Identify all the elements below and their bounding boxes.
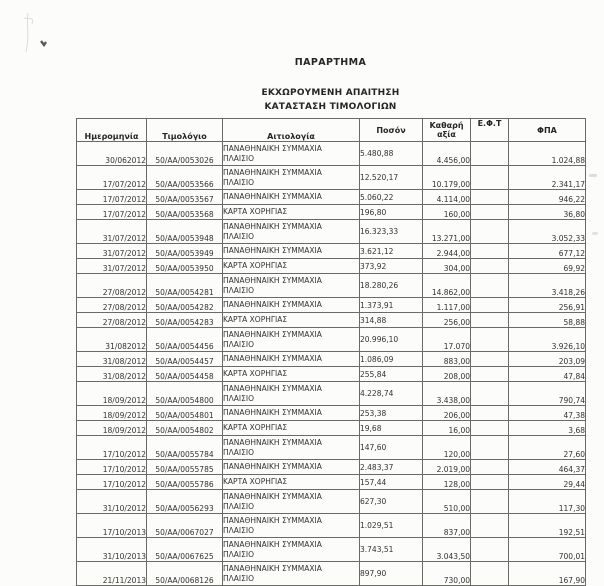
cell-net-value: 1.117,00 xyxy=(423,298,471,313)
cell-eft xyxy=(471,220,509,244)
cell-eft xyxy=(471,421,509,436)
table-row xyxy=(77,352,586,367)
cell-vat: 3.926,10 xyxy=(509,328,586,352)
table-row xyxy=(77,220,586,244)
cell-vat: 47,38 xyxy=(509,406,586,421)
cell-net-value: 120,00 xyxy=(423,436,471,460)
cell-vat: 36,80 xyxy=(509,205,586,220)
cell-date: 30/062012 xyxy=(77,142,147,166)
cell-vat: 27,60 xyxy=(509,436,586,460)
cell-net-value: 256,00 xyxy=(423,313,471,328)
cell-amount: 373,92 xyxy=(360,259,423,274)
cell-amount: 255,84 xyxy=(360,367,423,382)
cell-date: 17/10/2012 xyxy=(77,460,147,475)
cell-date: 27/08/2012 xyxy=(77,313,147,328)
table-row xyxy=(77,460,586,475)
cell-invoice: 50/ΑΑ/0053950 xyxy=(147,259,223,274)
cell-date: 21/11/2013 xyxy=(77,562,147,586)
cell-amount: 627,30 xyxy=(360,490,423,514)
cell-amount: 314,88 xyxy=(360,313,423,328)
cell-eft xyxy=(471,244,509,259)
cell-net-value: 208,00 xyxy=(423,367,471,382)
cell-net-value: 17.070 xyxy=(423,328,471,352)
cell-date: 17/10/2012 xyxy=(77,436,147,460)
cell-vat: 3,68 xyxy=(509,421,586,436)
cell-reason: ΚΑΡΤΑ ΧΟΡΗΓΙΑΣ xyxy=(223,313,360,328)
cell-date: 18/09/2012 xyxy=(77,406,147,421)
column-header-amount: Ποσόν xyxy=(360,119,423,142)
cell-net-value: 3.438,00 xyxy=(423,382,471,406)
cell-eft xyxy=(471,352,509,367)
cell-net-value: 10.179,00 xyxy=(423,166,471,190)
cell-amount: 19,68 xyxy=(360,421,423,436)
cell-net-value: 16,00 xyxy=(423,421,471,436)
cell-eft xyxy=(471,298,509,313)
cell-net-value: 883,00 xyxy=(423,352,471,367)
cell-reason: ΠΑΝΑΘΗΝΑΙΚΗ ΣΥΜΜΑΧΙΑ ΠΛΑΙΣΙΟ xyxy=(223,436,360,460)
cell-amount: 16.323,33 xyxy=(360,220,423,244)
cell-date: 31/10/2012 xyxy=(77,490,147,514)
cell-invoice: 50/ΑΑ/0054800 xyxy=(147,382,223,406)
cell-amount: 1.029,51 xyxy=(360,514,423,538)
table-row xyxy=(77,382,586,406)
cell-net-value: 2.019,00 xyxy=(423,460,471,475)
cell-date: 31/07/2012 xyxy=(77,259,147,274)
table-row xyxy=(77,244,586,259)
cell-invoice: 50/ΑΑ/0056293 xyxy=(147,490,223,514)
cell-net-value: 2.944,00 xyxy=(423,244,471,259)
cell-amount: 20.996,10 xyxy=(360,328,423,352)
cell-net-value: 510,00 xyxy=(423,490,471,514)
cell-invoice: 50/ΑΑ/0053949 xyxy=(147,244,223,259)
cell-eft xyxy=(471,205,509,220)
cell-amount: 253,38 xyxy=(360,406,423,421)
cell-invoice: 50/ΑΑ/0053568 xyxy=(147,205,223,220)
invoice-statement-table xyxy=(76,118,586,586)
cell-amount: 897,90 xyxy=(360,562,423,586)
cell-reason: ΠΑΝΑΘΗΝΑΙΚΗ ΣΥΜΜΑΧΙΑ ΠΛΑΙΣΙΟ xyxy=(223,274,360,298)
cell-reason: ΚΑΡΤΑ ΧΟΡΗΓΙΑΣ xyxy=(223,259,360,274)
cell-invoice: 50/ΑΑ/0053566 xyxy=(147,166,223,190)
cell-eft xyxy=(471,328,509,352)
cell-net-value: 837,00 xyxy=(423,514,471,538)
cell-vat: 946,22 xyxy=(509,190,586,205)
cell-net-value: 4.456,00 xyxy=(423,142,471,166)
cell-invoice: 50/ΑΑ/0053567 xyxy=(147,190,223,205)
cell-invoice: 50/ΑΑ/0054456 xyxy=(147,328,223,352)
cell-amount: 5.060,22 xyxy=(360,190,423,205)
cell-date: 18/09/2012 xyxy=(77,382,147,406)
table-row xyxy=(77,367,586,382)
table-row xyxy=(77,166,586,190)
cell-reason: ΠΑΝΑΘΗΝΑΙΚΗ ΣΥΜΜΑΧΙΑ xyxy=(223,352,360,367)
cell-amount: 4.228,74 xyxy=(360,382,423,406)
cell-reason: ΚΑΡΤΑ ΧΟΡΗΓΙΑΣ xyxy=(223,421,360,436)
cell-amount: 3.621,12 xyxy=(360,244,423,259)
column-header-invoice: Τιμολόγιο xyxy=(147,119,223,142)
table-row xyxy=(77,514,586,538)
cell-reason: ΠΑΝΑΘΗΝΑΙΚΗ ΣΥΜΜΑΧΙΑ ΠΛΑΙΣΙΟ xyxy=(223,562,360,586)
subtitle-line-2: ΚΑΤΑΣΤΑΣΗ ΤΙΜΟΛΟΓΙΩΝ xyxy=(264,101,397,112)
cell-invoice: 50/ΑΑ/0054457 xyxy=(147,352,223,367)
document-content xyxy=(76,0,585,586)
cell-invoice: 50/ΑΑ/0054282 xyxy=(147,298,223,313)
cell-invoice: 50/ΑΑ/0054802 xyxy=(147,421,223,436)
cell-amount: 2.483,37 xyxy=(360,460,423,475)
column-header-date: Ημερομηνία xyxy=(77,119,147,142)
cell-net-value: 3.043,50 xyxy=(423,538,471,562)
cell-date: 27/08/2012 xyxy=(77,274,147,298)
table-row xyxy=(77,538,586,562)
cell-date: 31/082012 xyxy=(77,328,147,352)
cell-invoice: 50/ΑΑ/0067027 xyxy=(147,514,223,538)
cell-vat: 192,51 xyxy=(509,514,586,538)
cell-eft xyxy=(471,490,509,514)
cell-vat: 700,01 xyxy=(509,538,586,562)
cell-reason: ΠΑΝΑΘΗΝΑΙΚΗ ΣΥΜΜΑΧΙΑ ΠΛΑΙΣΙΟ xyxy=(223,382,360,406)
table-row xyxy=(77,205,586,220)
cell-date: 17/10/2012 xyxy=(77,475,147,490)
cell-vat: 29,44 xyxy=(509,475,586,490)
cell-invoice: 50/ΑΑ/0055785 xyxy=(147,460,223,475)
table-row xyxy=(77,562,586,586)
cell-eft xyxy=(471,460,509,475)
cell-reason: ΠΑΝΑΘΗΝΑΙΚΗ ΣΥΜΜΑΧΙΑ xyxy=(223,298,360,313)
scan-artifact xyxy=(589,174,597,177)
cell-vat: 117,30 xyxy=(509,490,586,514)
cell-net-value: 4.114,00 xyxy=(423,190,471,205)
column-header-net-value: Καθαρή αξία xyxy=(423,119,471,142)
cell-date: 18/09/2012 xyxy=(77,421,147,436)
cell-reason: ΠΑΝΑΘΗΝΑΙΚΗ ΣΥΜΜΑΧΙΑ ΠΛΑΙΣΙΟ xyxy=(223,142,360,166)
cell-vat: 69,92 xyxy=(509,259,586,274)
cell-eft xyxy=(471,538,509,562)
table-row xyxy=(77,406,586,421)
cell-eft xyxy=(471,406,509,421)
cell-date: 31/08/2012 xyxy=(77,367,147,382)
cell-eft xyxy=(471,436,509,460)
cell-date: 17/07/2012 xyxy=(77,205,147,220)
cell-date: 31/07/2012 xyxy=(77,244,147,259)
column-header-eft: Ε.Φ.Τ xyxy=(471,119,509,142)
table-row xyxy=(77,313,586,328)
column-header-reason: Αιτιολογία xyxy=(223,119,360,142)
cell-reason: ΠΑΝΑΘΗΝΑΙΚΗ ΣΥΜΜΑΧΙΑ ΠΛΑΙΣΙΟ xyxy=(223,166,360,190)
cell-invoice: 50/ΑΑ/0055784 xyxy=(147,436,223,460)
cell-eft xyxy=(471,382,509,406)
table-row xyxy=(77,259,586,274)
table-row xyxy=(77,436,586,460)
cell-vat: 3.052,33 xyxy=(509,220,586,244)
cell-vat: 1.024,88 xyxy=(509,142,586,166)
cell-net-value: 14.862,00 xyxy=(423,274,471,298)
cell-amount: 18.280,26 xyxy=(360,274,423,298)
cell-invoice: 50/ΑΑ/0068126 xyxy=(147,562,223,586)
cell-net-value: 128,00 xyxy=(423,475,471,490)
scan-artifact xyxy=(592,232,598,235)
cell-reason: ΚΑΡΤΑ ΧΟΡΗΓΙΑΣ xyxy=(223,475,360,490)
cell-reason: ΚΑΡΤΑ ΧΟΡΗΓΙΑΣ xyxy=(223,205,360,220)
cell-eft xyxy=(471,367,509,382)
cell-reason: ΠΑΝΑΘΗΝΑΙΚΗ ΣΥΜΜΑΧΙΑ ΠΛΑΙΣΙΟ xyxy=(223,328,360,352)
table-row xyxy=(77,328,586,352)
cell-amount: 1.373,91 xyxy=(360,298,423,313)
cell-amount: 3.743,51 xyxy=(360,538,423,562)
cell-invoice: 50/ΑΑ/0053026 xyxy=(147,142,223,166)
handwritten-mark xyxy=(18,10,58,62)
cell-vat: 2.341,17 xyxy=(509,166,586,190)
cell-vat: 167,90 xyxy=(509,562,586,586)
cell-vat: 790,74 xyxy=(509,382,586,406)
cell-invoice: 50/ΑΑ/0067625 xyxy=(147,538,223,562)
table-header-row xyxy=(77,119,586,142)
cell-vat: 58,88 xyxy=(509,313,586,328)
cell-amount: 12.520,17 xyxy=(360,166,423,190)
cell-amount: 157,44 xyxy=(360,475,423,490)
cell-reason: ΠΑΝΑΘΗΝΑΙΚΗ ΣΥΜΜΑΧΙΑ xyxy=(223,190,360,205)
cell-invoice: 50/ΑΑ/0054283 xyxy=(147,313,223,328)
cell-invoice: 50/ΑΑ/0054281 xyxy=(147,274,223,298)
table-row xyxy=(77,190,586,205)
cell-invoice: 50/ΑΑ/0055786 xyxy=(147,475,223,490)
column-header-vat: ΦΠΑ xyxy=(509,119,586,142)
cell-date: 17/07/2012 xyxy=(77,166,147,190)
table-row xyxy=(77,298,586,313)
cell-vat: 3.418,26 xyxy=(509,274,586,298)
cell-reason: ΠΑΝΑΘΗΝΑΙΚΗ ΣΥΜΜΑΧΙΑ ΠΛΑΙΣΙΟ xyxy=(223,490,360,514)
cell-eft xyxy=(471,514,509,538)
cell-eft xyxy=(471,142,509,166)
cell-net-value: 160,00 xyxy=(423,205,471,220)
cell-eft xyxy=(471,190,509,205)
cell-date: 27/08/2012 xyxy=(77,298,147,313)
subtitle-line-1: ΕΚΧΩΡΟΥΜΕΝΗ ΑΠΑΙΤΗΣΗ xyxy=(261,88,400,98)
cell-date: 31/08/2012 xyxy=(77,352,147,367)
cell-date: 31/07/2012 xyxy=(77,220,147,244)
cell-eft xyxy=(471,562,509,586)
cell-eft xyxy=(471,259,509,274)
cell-invoice: 50/ΑΑ/0053948 xyxy=(147,220,223,244)
document-subtitle xyxy=(76,87,585,114)
cell-eft xyxy=(471,313,509,328)
cell-net-value: 206,00 xyxy=(423,406,471,421)
cell-amount: 147,60 xyxy=(360,436,423,460)
cell-reason: ΠΑΝΑΘΗΝΑΙΚΗ ΣΥΜΜΑΧΙΑ xyxy=(223,406,360,421)
cell-date: 17/10/2013 xyxy=(77,514,147,538)
cell-invoice: 50/ΑΑ/0054458 xyxy=(147,367,223,382)
table-row xyxy=(77,421,586,436)
cell-invoice: 50/ΑΑ/0054801 xyxy=(147,406,223,421)
table-row xyxy=(77,142,586,166)
cell-amount: 5.480,88 xyxy=(360,142,423,166)
cell-reason: ΠΑΝΑΘΗΝΑΙΚΗ ΣΥΜΜΑΧΙΑ xyxy=(223,244,360,259)
table-row xyxy=(77,490,586,514)
cell-vat: 203,09 xyxy=(509,352,586,367)
cell-vat: 677,12 xyxy=(509,244,586,259)
cell-amount: 1.086,09 xyxy=(360,352,423,367)
cell-net-value: 13.271,00 xyxy=(423,220,471,244)
cell-vat: 464,37 xyxy=(509,460,586,475)
cell-reason: ΠΑΝΑΘΗΝΑΙΚΗ ΣΥΜΜΑΧΙΑ ΠΛΑΙΣΙΟ xyxy=(223,220,360,244)
cell-eft xyxy=(471,274,509,298)
cell-net-value: 304,00 xyxy=(423,259,471,274)
cell-vat: 256,91 xyxy=(509,298,586,313)
cell-eft xyxy=(471,166,509,190)
page-title: ΠΑΡΑΡΤΗΜΑ xyxy=(294,57,367,68)
cell-date: 31/10/2013 xyxy=(77,538,147,562)
cell-eft xyxy=(471,475,509,490)
cell-reason: ΠΑΝΑΘΗΝΑΙΚΗ ΣΥΜΜΑΧΙΑ xyxy=(223,460,360,475)
cell-vat: 47,84 xyxy=(509,367,586,382)
cell-amount: 196,80 xyxy=(360,205,423,220)
cell-reason: ΠΑΝΑΘΗΝΑΙΚΗ ΣΥΜΜΑΧΙΑ ΠΛΑΙΣΙΟ xyxy=(223,514,360,538)
table-row xyxy=(77,274,586,298)
cell-reason: ΠΑΝΑΘΗΝΑΙΚΗ ΣΥΜΜΑΧΙΑ ΠΛΑΙΣΙΟ xyxy=(223,538,360,562)
cell-date: 17/07/2012 xyxy=(77,190,147,205)
cell-reason: ΚΑΡΤΑ ΧΟΡΗΓΙΑΣ xyxy=(223,367,360,382)
table-row xyxy=(77,475,586,490)
cell-net-value: 730,00 xyxy=(423,562,471,586)
